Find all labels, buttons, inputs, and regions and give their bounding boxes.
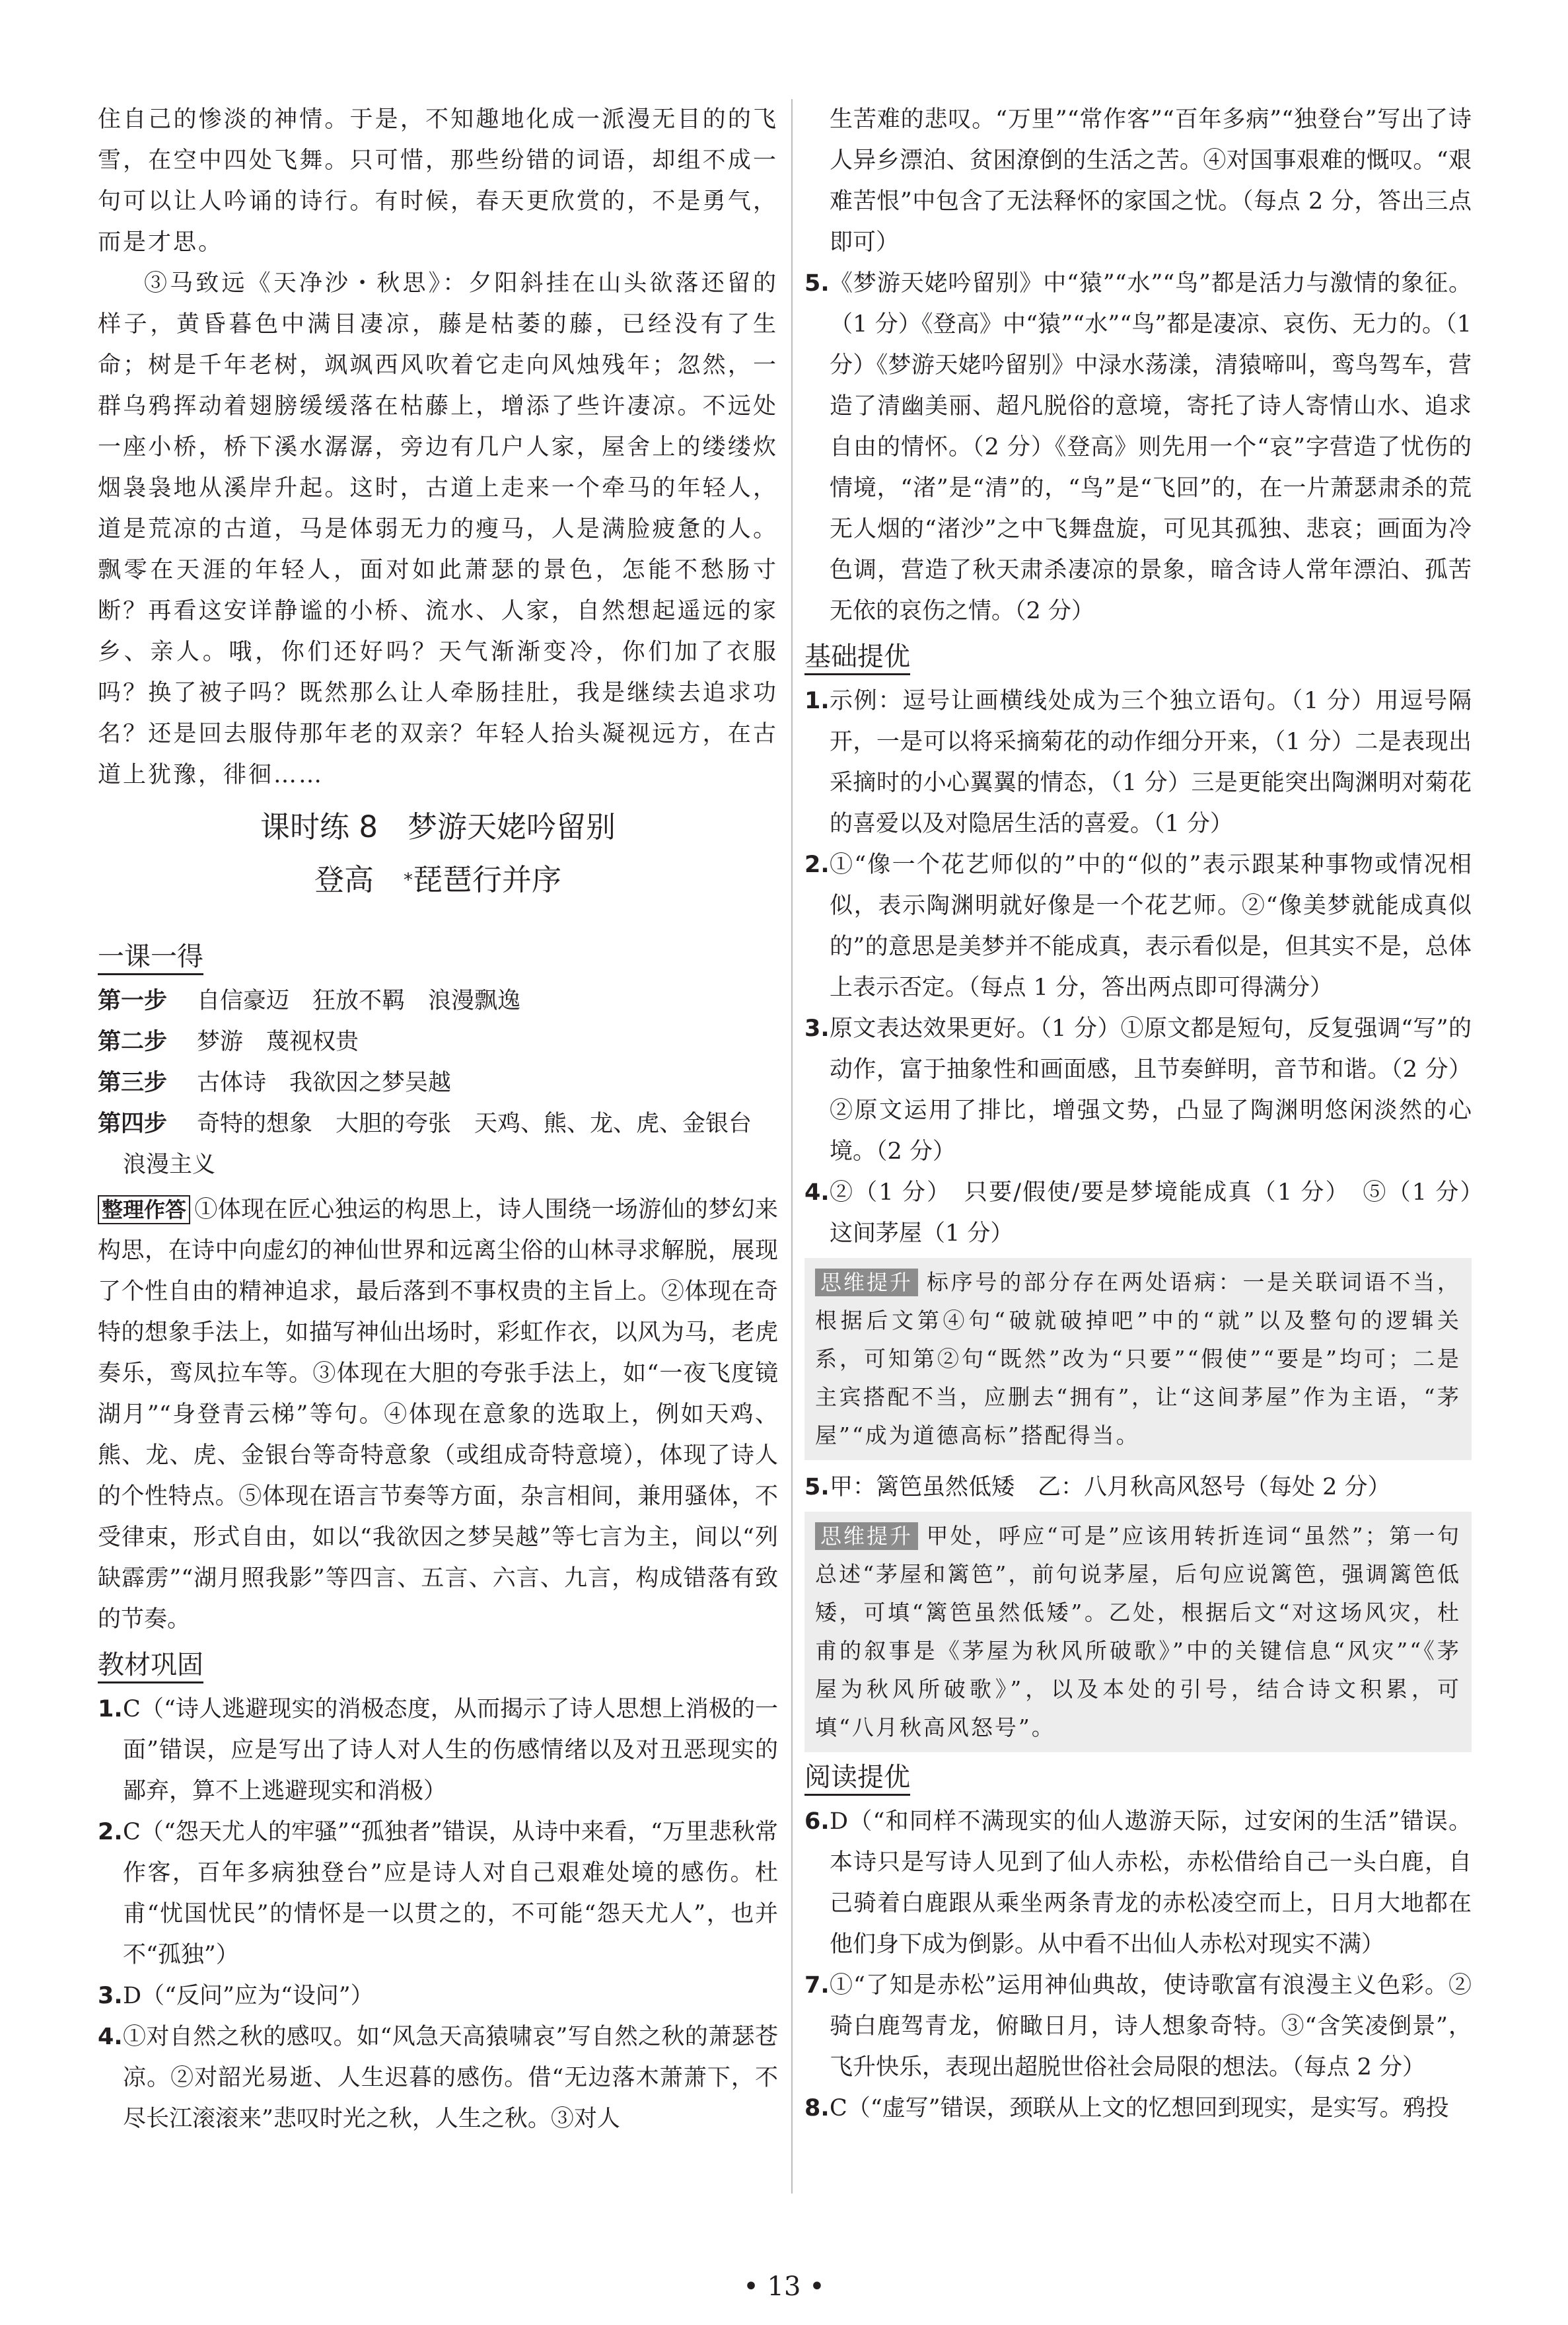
step-text: 梦游 蔑视权贵 xyxy=(197,1029,359,1055)
thinking-text: 标序号的部分存在两处语病：一是关联词语不当，根据后文第④句“破就破掉吧”中的“就”以及整句的逻辑关系，可知第②句“既然”改为“只要”“假使”“要是”均可；二是主宾搭配不当，应删去“拥有”，让“这间茅屋”作为主语，“茅屋”“成为道德高标”搭配得当。 xyxy=(815,1269,1461,1448)
answer-item: 5. 《梦游天姥吟留别》中“猿”“水”“鸟”都是活力与激情的象征。（1 分）《登高》中“猿”“水”“鸟”都是凄凉、哀伤、无力的。（1 分）《梦游天姥吟留别》中渌水荡漾，清猿啼叫，鸾鸟驾车，营造了清幽美丽、超凡脱俗的意境，寄托了诗人寄情山水、追求自由的情怀。（2 分）《登高》则先用一个“哀”字营造了忧伤的情境，“渚”是“清”的，“鸟”是“飞回”的，在一片萧瑟肃杀的荒无人烟的“渚沙”之中飞舞盘旋，可见其孤独、悲哀；画面为冷色调，营造了秋天肃杀凄凉的景象，暗含诗人常年漂泊、孤苦无依的哀伤之情。（2 分） xyxy=(804,270,1472,624)
essay-paragraph: 住自己的惨淡的神情。于是，不知趣地化成一派漫无目的的飞雪，在空中四处飞舞。只可惜，那些纷错的词语，却组不成一句可以让人吟诵的诗行。有时候，春天更欣赏的，不是勇气，而是才思。 xyxy=(98,106,778,256)
subtitle-part: 登高 xyxy=(314,862,404,897)
thinking-text: 甲处，呼应“可是”应该用转折连词“虽然”；第一句总述“茅屋和篱笆”，前句说茅屋，后句应说篱笆，强调篱笆低矮，可填“篱笆虽然低矮”。乙处，根据后文“对这场风灾，杜甫的叙事是《茅屋为秋风所破歌》”中的关键信息“风灾”“《茅屋为秋风所破歌》”，以及本处的引号，结合诗文积累，可填“八月秋高风怒号”。 xyxy=(815,1523,1461,1740)
lesson-subtitle xyxy=(98,860,778,900)
left-column xyxy=(98,99,778,2139)
thinking-box xyxy=(804,1512,1472,1752)
answer-item: 4. ①对自然之秋的感叹。如“风急天高猿啸哀”写自然之秋的萧瑟苍凉。②对韶光易逝、人生迟暮的感伤。借“无边落木萧萧下，不尽长江滚滚来”悲叹时光之秋，人生之秋。③对人 xyxy=(98,2024,778,2132)
right-column xyxy=(804,99,1495,2129)
step-continuation: 浪漫主义 xyxy=(123,1152,216,1178)
step-label: 第四步 xyxy=(98,1111,168,1137)
answer-item: 8. C（“虚写”错误，颈联从上文的忆想回到现实，是实写。鸦投 xyxy=(804,2095,1449,2122)
step-text: 奇特的想象 大胆的夸张 天鸡、熊、龙、虎、金银台 xyxy=(197,1111,752,1137)
step-text: 古体诗 我欲因之梦吴越 xyxy=(197,1070,452,1096)
step-row xyxy=(98,1103,778,1144)
answer-item: 2. C（“怨天尤人的牢骚”“孤独者”错误，从诗中来看，“万里悲秋常作客，百年多病独登台”应是诗人对自己艰难处境的感伤。杜甫“忧国忧民”的情怀是一以贯之的，不可能“怨天尤人”，也并不“孤独”） xyxy=(98,1819,778,1968)
answer-item: 5. 甲：篱笆虽然低矮 乙：八月秋高风怒号（每处 2 分） xyxy=(804,1474,1391,1500)
organize-answer xyxy=(98,1189,778,1640)
step-label: 第二步 xyxy=(98,1029,168,1055)
step-row xyxy=(98,1021,778,1062)
organize-text: ①体现在匠心独运的构思上，诗人围绕一场游仙的梦幻来构思，在诗中向虚幻的神仙世界和远离尘俗的山林寻求解脱，展现了个性自由的精神追求，最后落到不事权贵的主旨上。②体现在奇特的想象手法上，如描写神仙出场时，彩虹作衣，以风为马，老虎奏乐，鸾凤拉车等。③体现在大胆的夸张手法上，如“一夜飞度镜湖月”“身登青云梯”等句。④体现在意象的选取上，例如天鸡、熊、龙、虎、金银台等奇特意象（或组成奇特意境），体现了诗人的个性特点。⑤体现在语言节奏等方面，杂言相间，兼用骚体，不受律束，形式自由，如以“我欲因之梦吴越”等七言为主，间以“列缺霹雳”“湖月照我影”等四言、五言、六言、九言，构成错落有致的节奏。 xyxy=(98,1197,778,1633)
lesson-title: 课时练 8 梦游天姥吟留别 xyxy=(260,809,616,844)
answer-continuation: 生苦难的悲叹。“万里”“常作客”“百年多病”“独登台”写出了诗人异乡漂泊、贫困潦倒的生活之苦。④对国事艰难的慨叹。“艰难苦恨”中包含了无法释怀的家国之忧。（每点 2 分，答出三点即可） xyxy=(830,106,1472,256)
answer-item: 4. ②（1 分） 只要/假使/要是梦境能成真（1 分） ⑤（1 分） 这间茅屋（1 分） xyxy=(804,1179,1495,1247)
answer-item: 3. D（“反问”应为“设问”） xyxy=(98,1983,374,2009)
column-divider xyxy=(791,99,793,2194)
step-row xyxy=(98,980,778,1021)
answer-item: 6. D（“和同样不满现实的仙人遨游天际，过安闲的生活”错误。本诗只是写诗人见到了仙人赤松，赤松借给自己一头白鹿，自己骑着白鹿跟从乘坐两条青龙的赤松凌空而上，日月大地都在他们身下成为倒影。从中看不出仙人赤松对现实不满） xyxy=(804,1808,1472,1958)
optional-mark: * xyxy=(404,869,413,891)
answer-item: 2. ①“像一个花艺师似的”中的“似的”表示跟某种事物或情况相似，表示陶渊明就好像是一个花艺师。②“像美梦就能成真似的”的意思是美梦并不能成真，表示看似是，但其实不是，总体上表示否定。（每点 1 分，答出两点即可得满分） xyxy=(804,852,1472,1001)
section-heading: 一课一得 xyxy=(98,938,778,975)
answer-item: 3. 原文表达效果更好。（1 分）①原文都是短句，反复强调“写”的动作，富于抽象性和画面感，且节奏鲜明，音节和谐。（2 分）②原文运用了排比，增强文势，凸显了陶渊明悠闲淡然的心境。（2 分） xyxy=(804,1015,1472,1165)
section-heading: 教材巩固 xyxy=(98,1646,778,1683)
step-text: 自信豪迈 狂放不羁 浪漫飘逸 xyxy=(197,988,521,1014)
thinking-box xyxy=(804,1258,1472,1460)
section-heading: 阅读提优 xyxy=(804,1759,1472,1796)
section-heading: 基础提优 xyxy=(804,638,1472,675)
step-label: 第三步 xyxy=(98,1070,168,1096)
thinking-tag: 思维提升 xyxy=(815,1269,918,1296)
step-label: 第一步 xyxy=(98,988,168,1014)
answer-item: 1. C（“诗人逃避现实的消极态度，从而揭示了诗人思想上消极的一面”错误，应是写出了诗人对人生的伤感情绪以及对丑恶现实的鄙弃，算不上逃避现实和消极） xyxy=(98,1696,778,1804)
answer-item: 7. ①“了知是赤松”运用神仙典故，使诗歌富有浪漫主义色彩。②骑白鹿驾青龙，俯瞰日月，诗人想象奇特。③“含笑凌倒景”，飞升快乐，表现出超脱世俗社会局限的想法。（每点 2 分） xyxy=(804,1972,1472,2081)
page-number: • 13 • xyxy=(743,2271,825,2302)
answer-item: 1. 示例：逗号让画横线处成为三个独立语句。（1 分）用逗号隔开，一是可以将采摘菊花的动作细分开来，（1 分）二是表现出采摘时的小心翼翼的情态，（1 分）三是更能突出陶渊明对菊花的喜爱以及对隐居生活的喜爱。（1 分） xyxy=(804,688,1472,837)
step-row xyxy=(98,1062,778,1103)
essay-paragraph: ③马致远《天净沙・秋思》：夕阳斜挂在山头欲落还留的样子，黄昏暮色中满目凄凉，藤是枯萎的藤，已经没有了生命；树是千年老树，飒飒西风吹着它走向风烛残年；忽然，一群乌鸦挥动着翅膀缓缓落在枯藤上，增添了些许凄凉。不远处一座小桥，桥下溪水潺潺，旁边有几户人家，屋舍上的缕缕炊烟袅袅地从溪岸升起。这时，古道上走来一个牵马的年轻人，道是荒凉的古道，马是体弱无力的瘦马，人是满脸疲惫的人。飘零在天涯的年轻人，面对如此萧瑟的景色，怎能不愁肠寸断？再看这安详静谧的小桥、流水、人家，自然想起遥远的家乡、亲人。哦，你们还好吗？天气渐渐变冷，你们加了衣服吗？换了被子吗？既然那么让人牵肠挂肚，我是继续去追求功名？还是回去服侍那年老的双亲？年轻人抬头凝视远方，在古道上犹豫，徘徊…… xyxy=(98,270,778,788)
organize-tag: 整理作答 xyxy=(98,1195,190,1224)
thinking-tag: 思维提升 xyxy=(815,1522,918,1550)
subtitle-part: 琵琶行并序 xyxy=(413,862,562,897)
